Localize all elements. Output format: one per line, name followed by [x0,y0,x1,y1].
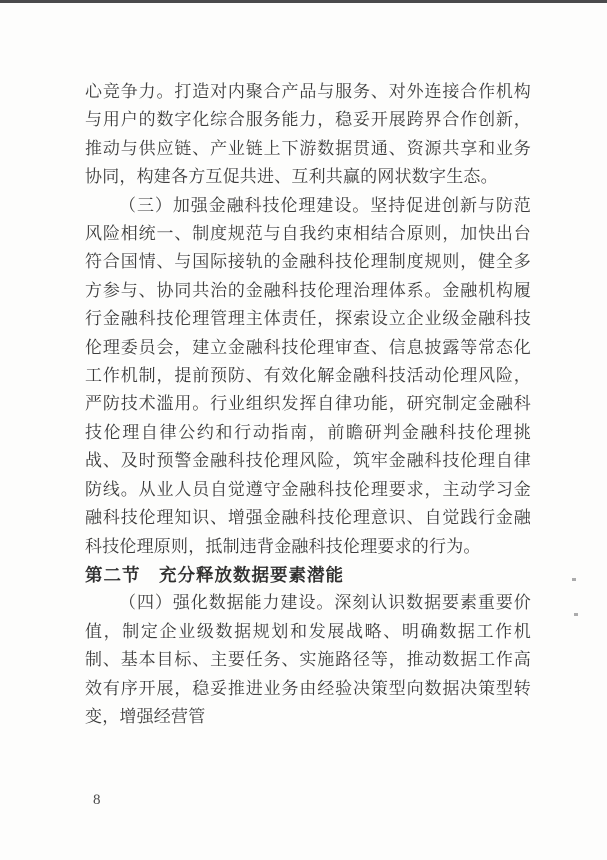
page-number: 8 [93,792,101,808]
body-paragraph-continuation: 心竞争力。打造对内聚合产品与服务、对外连接合作机构与用户的数字化综合服务能力，稳妥开展跨界合作创新，推动与供应链、产业链上下游数据贯通、资源共享和业务协同，构建各方互促共进、互利共赢的网状数字生态。 [85,82,531,187]
scan-edge-bar [0,0,607,3]
document-body [85,78,531,731]
scan-artifact-speck [574,613,578,616]
section-heading: 第二节 充分释放数据要素潜能 [85,564,344,585]
body-paragraph-data-capability: （四）强化数据能力建设。深刻认识数据要素重要价值，制定企业级数据规划和发展战略、明确数据工作机制、基本目标、主要任务、实施路径等，推动数据工作高效有序开展，稳妥推进业务由经验决策型向数据决策型转变，增强经营管 [85,593,531,726]
scan-artifact-speck [572,578,576,581]
body-paragraph-ethics: （三）加强金融科技伦理建设。坚持促进创新与防范风险相统一、制度规范与自我约束相结合原则，加快出台符合国情、与国际接轨的金融科技伦理制度规则，健全多方参与、协同共治的金融科技伦理治理体系。金融机构履行金融科技伦理管理主体责任，探索设立企业级金融科技伦理委员会，建立金融科技伦理审查、信息披露等常态化工作机制，提前预防、有效化解金融科技活动伦理风险，严防技术滥用。行业组织发挥自律功能，研究制定金融科技伦理自律公约和行动指南，前瞻研判金融科技伦理挑战、及时预警金融科技伦理风险，筑牢金融科技伦理自律防线。从业人员自觉遵守金融科技伦理要求，主动学习金融科技伦理知识、增强金融科技伦理意识、自觉践行金融科技伦理原则，抵制违背金融科技伦理要求的行为。 [85,195,531,556]
